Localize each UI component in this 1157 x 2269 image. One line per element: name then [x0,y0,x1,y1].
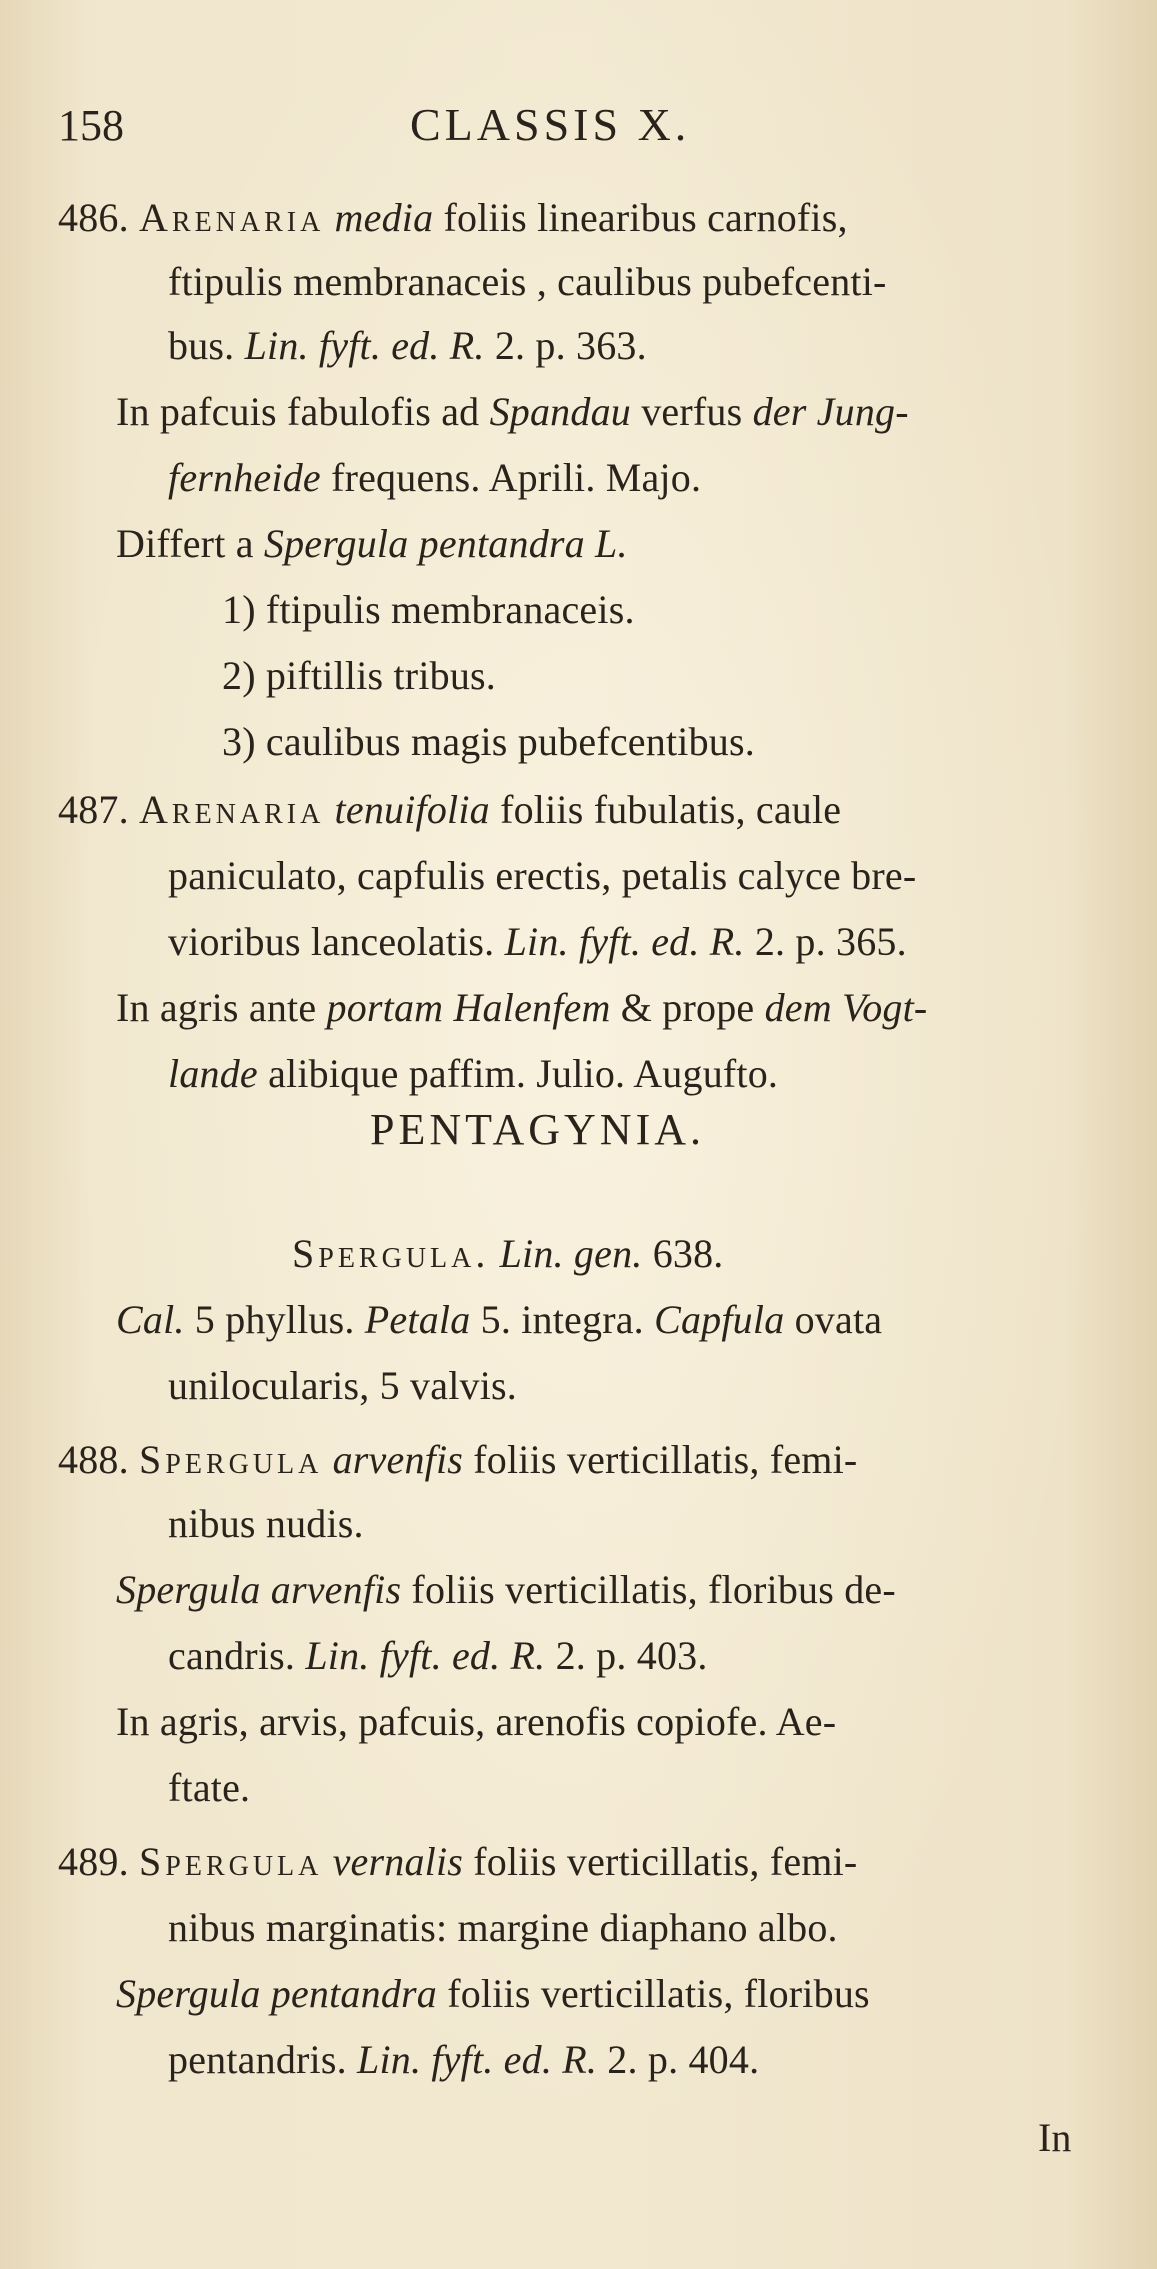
entry-487-line-3: vioribus lanceolatis. Lin. fyft. ed. R. 2. p. 365. [168,919,907,964]
entry-489-line-2: nibus marginatis: margine diaphano albo. [168,1905,838,1950]
list-item: 3) caulibus magis pubefcentibus. [222,719,755,764]
entry-number: 489. [58,1839,129,1884]
entry-number: 487. [58,787,129,832]
genus-heading: Spergula. Lin. gen. 638. [292,1231,724,1276]
entry-487-line-2: paniculato, capfulis erectis, petalis calyce bre- [168,853,917,898]
genus-name: Spergula [139,1839,323,1884]
genus-name: Spergula [139,1437,323,1482]
entry-number: 488. [58,1437,129,1482]
entry-486-habitat-1: In pafcuis fabulofis ad Spandau verfus der Jung- [116,389,909,434]
entry-488-synonym-1: Spergula arvenfis foliis verticillatis, floribus de- [116,1567,896,1612]
entry-487-line-1: 487. Arenaria tenuifolia foliis fubulatis, caule [58,787,842,832]
entry-488-habitat-2: ftate. [168,1765,251,1810]
genus-characters-2: unilocularis, 5 valvis. [168,1363,517,1408]
entry-486-habitat-2: fernheide frequens. Aprili. Majo. [168,455,702,500]
list-item: 1) ftipulis membranaceis. [222,587,635,632]
species-name: media [334,195,434,240]
entry-488-line-1: 488. Spergula arvenfis foliis verticillatis, femi- [58,1437,858,1482]
entry-486-line-3: bus. Lin. fyft. ed. R. 2. p. 363. [168,323,647,368]
entry-488-synonym-2: candris. Lin. fyft. ed. R. 2. p. 403. [168,1633,708,1678]
entry-489-synonym-1: Spergula pentandra foliis verticillatis, floribus [116,1971,870,2016]
catchword: In [1038,2115,1072,2160]
entry-489-line-1: 489. Spergula vernalis foliis verticillatis, femi- [58,1839,858,1884]
entry-486-line-2: ftipulis membranaceis , caulibus pubefcenti- [168,259,887,304]
species-name: vernalis [332,1839,464,1884]
entry-487-habitat-1: In agris ante portam Halenfem & prope dem Vogt- [116,985,928,1030]
species-name: arvenfis [332,1437,464,1482]
genus-characters-1: Cal. 5 phyllus. Petala 5. integra. Capfula ovata [116,1297,883,1342]
section-title: PENTAGYNIA. [370,1105,706,1154]
entry-488-habitat-1: In agris, arvis, pafcuis, arenofis copiofe. Ae- [116,1699,837,1744]
running-title: CLASSIS X. [410,99,691,150]
genus-name: Arenaria [139,195,325,240]
page-number: 158 [58,101,124,150]
entry-486-line-1: 486. Arenaria media foliis linearibus carnofis, [58,195,848,240]
entry-486-differt: Differt a Spergula pentandra L. [116,521,628,566]
entry-489-synonym-2: pentandris. Lin. fyft. ed. R. 2. p. 404. [168,2037,760,2082]
entry-487-habitat-2: lande alibique paffim. Julio. Augufto. [168,1051,779,1096]
list-item: 2) piftillis tribus. [222,653,496,698]
genus-name: Arenaria [139,787,325,832]
entry-488-line-2: nibus nudis. [168,1501,364,1546]
species-name: tenuifolia [334,787,490,832]
entry-number: 486. [58,195,129,240]
